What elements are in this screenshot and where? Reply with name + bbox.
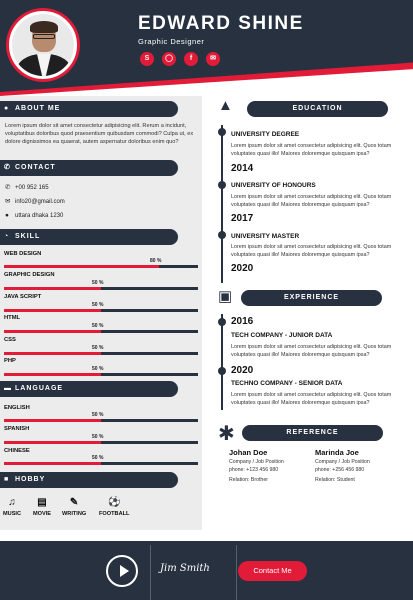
- profile-photo: [6, 8, 80, 82]
- language-percent: 50 %: [92, 434, 104, 440]
- signature: Jim Smith: [160, 563, 210, 574]
- contact-address: ● uttara dhaka 1230: [5, 212, 64, 219]
- skill-percent: 50 %: [92, 366, 104, 372]
- language-bar: [4, 441, 198, 444]
- skill-bar: [4, 330, 198, 333]
- education-title: UNIVERSITY MASTER: [231, 233, 300, 240]
- language-name: SPANISH: [4, 426, 30, 432]
- language-name: ENGLISH: [4, 405, 30, 411]
- experience-year: 2020: [231, 365, 254, 376]
- phone-icon: ✆: [4, 164, 11, 171]
- email-icon[interactable]: ✉: [206, 52, 220, 66]
- education-title: UNIVERSITY OF HONOURS: [231, 182, 316, 189]
- experience-text: Lorem ipsum dolor sit amet consectetur adipisicing elit. Quos totam voluptates quasi illo! Maiores doloremque quisquam ipsa?: [231, 392, 392, 406]
- skill-name: JAVA SCRIPT: [4, 294, 42, 300]
- reference-name: Johan Doe: [229, 448, 268, 457]
- reference-heading: REFERENCE: [242, 425, 383, 441]
- skill-bar: [4, 287, 198, 290]
- reference-position: Company / Job Position: [315, 459, 370, 465]
- language-heading: ▬ LANGUAGE: [0, 381, 178, 397]
- reference-relation: Relation: Brother: [229, 477, 268, 483]
- timeline-dot: [218, 128, 226, 136]
- language-percent: 50 %: [92, 455, 104, 461]
- footer-divider: [236, 545, 237, 600]
- play-button[interactable]: [106, 555, 138, 587]
- hobby-heading: ■ HOBBY: [0, 472, 178, 488]
- skill-heading: ◔ SKILL: [0, 229, 178, 245]
- music-icon: ♫: [8, 497, 16, 508]
- experience-timeline: [221, 314, 223, 410]
- contact-phone: ✆ +00 952 165: [5, 184, 49, 191]
- hobby-movie: ▤ MOVIE: [33, 497, 52, 517]
- education-timeline: [221, 125, 223, 283]
- education-year: 2014: [231, 163, 254, 174]
- reference-phone: phone: +123 456 980: [229, 467, 279, 473]
- education-text: Lorem ipsum dolor sit amet consectetur adipisicing elit. Quos totam voluptates quasi illo! Maiores doloremque quisquam ipsa?: [231, 194, 392, 208]
- experience-heading: EXPERIENCE: [241, 290, 382, 306]
- person-name: EDWARD SHINE: [138, 13, 304, 34]
- reference-relation: Relation: Student: [315, 477, 355, 483]
- instagram-icon[interactable]: ◯: [162, 52, 176, 66]
- graduation-cap-icon: ▲: [218, 97, 233, 114]
- experience-text: Lorem ipsum dolor sit amet consectetur adipisicing elit. Quos totam voluptates quasi illo! Maiores doloremque quisquam ipsa?: [231, 344, 392, 358]
- language-name: CHINESE: [4, 448, 30, 454]
- skill-name: WEB DESIGN: [4, 251, 42, 257]
- avatar: [9, 11, 77, 79]
- education-year: 2020: [231, 263, 254, 274]
- phone-icon: ✆: [5, 184, 11, 191]
- briefcase-icon: ▣: [218, 288, 233, 305]
- email-icon: ✉: [5, 198, 11, 205]
- language-icon: ▬: [4, 385, 12, 392]
- hobby-music: ♫ MUSIC: [3, 497, 22, 517]
- job-title: Graphic Designer: [138, 37, 205, 46]
- contact-me-button[interactable]: Contact Me: [238, 561, 307, 581]
- experience-title: TECH COMPANY - JUNIOR DATA: [231, 332, 333, 339]
- experience-title: TECHNO COMPANY - SENIOR DATA: [231, 380, 343, 387]
- contact-heading: ✆ CONTACT: [0, 160, 178, 176]
- education-text: Lorem ipsum dolor sit amet consectetur adipisicing elit. Quos totam voluptates quasi illo! Maiores doloremque quisquam ipsa?: [231, 244, 392, 258]
- skill-percent: 50 %: [92, 323, 104, 329]
- skill-name: GRAPHIC DESIGN: [4, 272, 55, 278]
- about-heading: ● ABOUT ME: [0, 101, 178, 117]
- skill-name: CSS: [4, 337, 16, 343]
- footer-divider: [150, 545, 151, 600]
- pie-chart-icon: ◔: [4, 233, 10, 240]
- contact-email[interactable]: ✉ info20@gmail.com: [5, 198, 65, 205]
- timeline-dot: [218, 367, 226, 375]
- experience-year: 2016: [231, 316, 254, 327]
- skill-percent: 50 %: [92, 280, 104, 286]
- skill-percent: 50 %: [92, 302, 104, 308]
- about-text: Lorem ipsum dolor sit amet consectetur adipisicing elit. Rerum a incidunt, voluptatibus doloribus quod praesentium quibusdam commodi? Culpa ut, ex dolore dignissimos ea quaerat, autem aspernatur doloribus enim quo?: [5, 123, 194, 145]
- timeline-dot: [218, 318, 226, 326]
- skill-bar: [4, 352, 198, 355]
- reference-name: Marinda Joe: [315, 448, 359, 457]
- education-year: 2017: [231, 213, 254, 224]
- skill-bar: [4, 373, 198, 376]
- language-bar: [4, 419, 198, 422]
- skill-name: HTML: [4, 315, 21, 321]
- hobby-football: ⚽ FOOTBALL: [99, 497, 130, 517]
- education-heading: EDUCATION: [247, 101, 388, 117]
- timeline-dot: [218, 181, 226, 189]
- timeline-dot: [218, 231, 226, 239]
- education-text: Lorem ipsum dolor sit amet consectetur adipisicing elit. Quos totam voluptates quasi illo! Maiores doloremque quisquam ipsa?: [231, 143, 392, 157]
- education-title: UNIVERSITY DEGREE: [231, 131, 300, 138]
- asterisk-icon: ✱: [218, 423, 235, 445]
- skill-percent: 80 %: [150, 258, 162, 264]
- language-percent: 50 %: [92, 412, 104, 418]
- film-icon: ▤: [37, 497, 47, 508]
- location-icon: ●: [5, 212, 9, 219]
- skill-percent: 50 %: [92, 345, 104, 351]
- language-bar: [4, 462, 198, 465]
- hobby-writing: ✎ WRITING: [62, 497, 87, 517]
- reference-position: Company / Job Position: [229, 459, 284, 465]
- pen-icon: ✎: [69, 497, 79, 508]
- skill-name: PHP: [4, 358, 16, 364]
- football-icon: ⚽: [108, 497, 121, 508]
- skill-bar: [4, 309, 198, 312]
- gamepad-icon: ■: [4, 476, 10, 483]
- reference-phone: phone: +256 456 980: [315, 467, 365, 473]
- skill-bar: [4, 265, 198, 268]
- user-icon: ●: [4, 105, 10, 112]
- skype-icon[interactable]: S: [140, 52, 154, 66]
- play-icon: [120, 565, 129, 577]
- facebook-icon[interactable]: f: [184, 52, 198, 66]
